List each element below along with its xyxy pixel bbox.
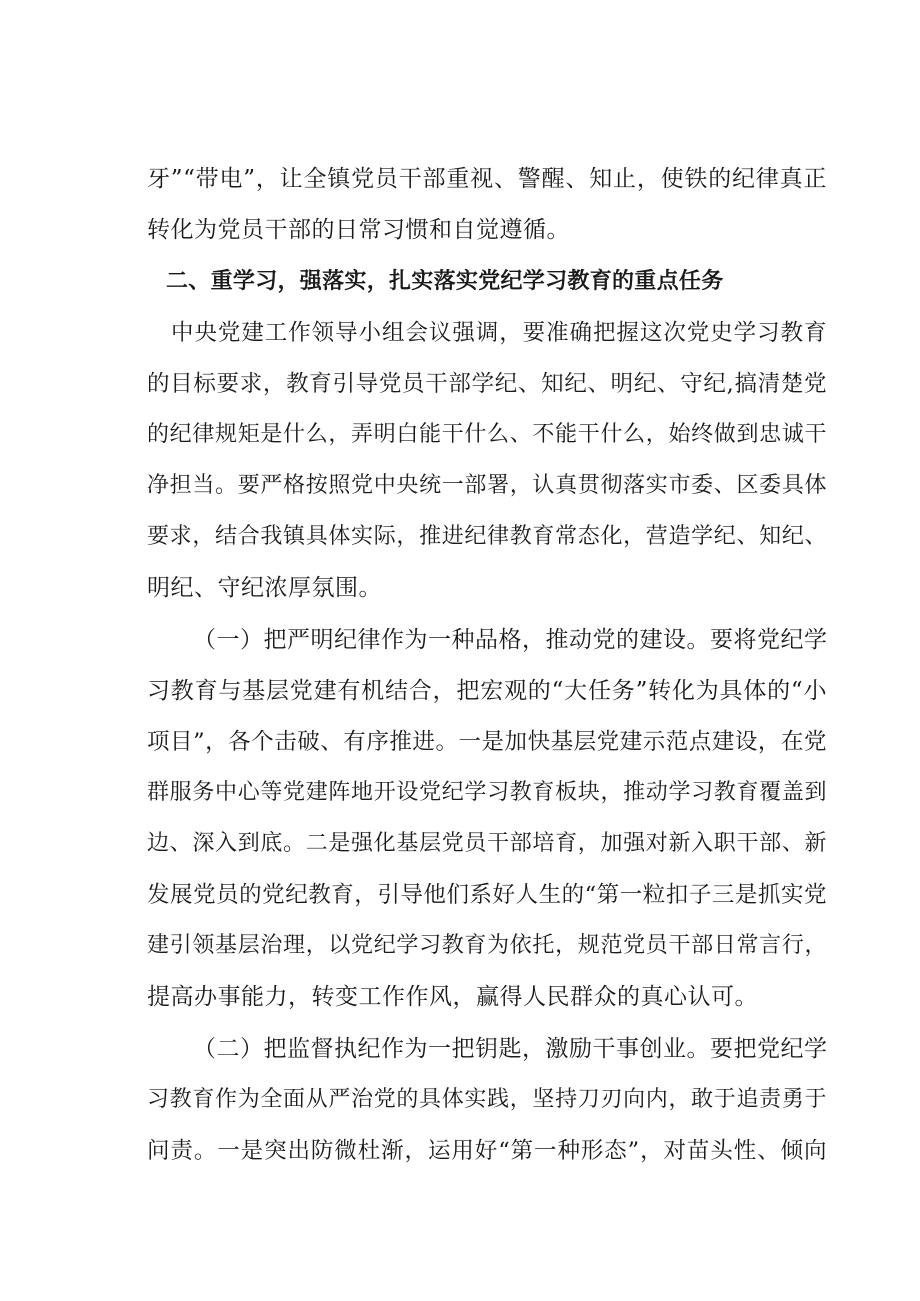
paragraph-3-line-1: （二）把监督执纪作为一把钥匙，激励干事创业。要把党纪学 [193,1036,828,1062]
paragraph-3-line-2: 习教育作为全面从严治党的具体实践，坚持刀刃向内，敢于追责勇于 [147,1087,827,1112]
paragraph-3-line-3: 问责。一是突出防微杜渐，运用好“第一种形态”，对苗头性、倾向 [147,1138,827,1164]
section-heading: 二、重学习，强落实，扎实落实党纪学习教育的重点任务 [166,269,724,294]
paragraph-1-line-2: 的目标要求，教育引导党员干部学纪、知纪、明纪、守纪,搞清楚党 [147,371,827,397]
paragraph-2-line-5: 边、深入到底。二是强化基层党员干部培育，加强对新入职干部、新 [147,831,827,856]
paragraph-2-line-3: 项目”，各个击破、有序推进。一是加快基层党建示范点建设，在党 [147,729,827,755]
paragraph-1-line-4: 净担当。要严格按照党中央统一部署，认真贯彻落实市委、区委具体 [147,473,827,498]
paragraph-1-line-5: 要求，结合我镇具体实际，推进纪律教育常态化，营造学纪、知纪、 [147,524,827,549]
paragraph-1-line-3: 的纪律规矩是什么，弄明白能干什么、不能干什么，始终做到忠诚干 [147,422,827,447]
paragraph-1-line-1: 中央党建工作领导小组会议强调，要准确把握这次党史学习教育 [171,320,827,346]
paragraph-2-line-6: 发展党员的党纪教育，引导他们系好人生的“第一粒扣子三是抓实党 [147,882,827,908]
paragraph-2-line-2: 习教育与基层党建有机结合，把宏观的“大任务”转化为具体的“小 [147,678,827,704]
paragraph-1-line-6: 明纪、守纪浓厚氛围。 [147,575,382,601]
paragraph-2-line-4: 群服务中心等党建阵地开设党纪学习教育板块，推动学习教育覆盖到 [147,780,827,805]
intro-line-1: 牙”“带电”，让全镇党员干部重视、警醒、知止，使铁的纪律真正 [147,166,827,192]
intro-line-2: 转化为党员干部的日常习惯和自觉遵循。 [147,217,570,243]
paragraph-2-line-8: 提高办事能力，转变工作作风，赢得人民群众的真心认可。 [147,984,758,1010]
paragraph-2-line-1: （一）把严明纪律作为一种品格，推动党的建设。要将党纪学 [193,627,828,653]
paragraph-2-line-7: 建引领基层治理，以党纪学习教育为依托，规范党员干部日常言行， [147,933,827,958]
